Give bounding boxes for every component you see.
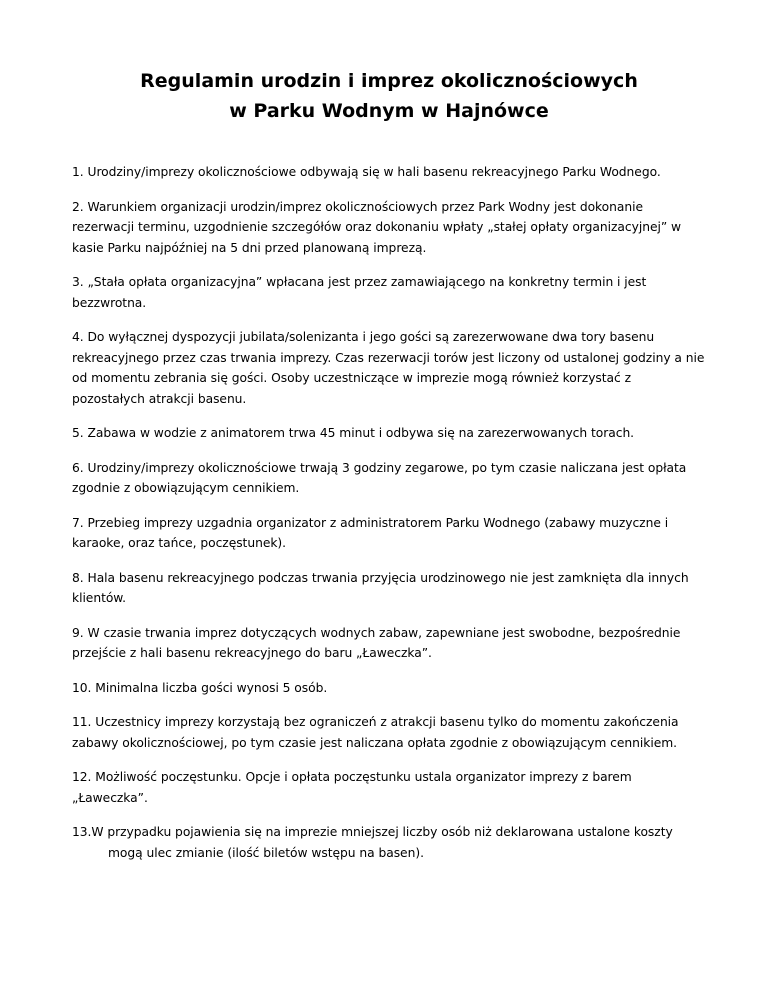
rule-3: 3. „Stała opłata organizacyjna” wpłacana jest przez zamawiającego na konkretny termin i jest bezzwrotna. [72, 275, 647, 310]
rule-1: 1. Urodziny/imprezy okolicznościowe odbywają się w hali basenu rekreacyjnego Parku Wodnego. [72, 165, 661, 179]
rule-12: 12. Możliwość poczęstunku. Opcje i opłata poczęstunku ustala organizator imprezy z barem „Ławeczka”. [72, 770, 632, 805]
rule-4: 4. Do wyłącznej dyspozycji jubilata/solenizanta i jego gości są zarezerwowane dwa tory basenu rekreacyjnego przez czas trwania imprezy. Czas rezerwacji torów jest liczony od ustalonej godziny a nie od momentu zebrania się gości. Osoby uczestniczące w imprezie mogą również korzystać z pozostałych atrakcji basenu. [72, 330, 705, 406]
document-title [72, 66, 706, 126]
rule-11: 11. Uczestnicy imprezy korzystają bez ograniczeń z atrakcji basenu tylko do momentu zakończenia zabawy okolicznościowej, po tym czasie jest naliczana opłata zgodnie z obowiązującym cennikiem. [72, 715, 679, 750]
rule-7: 7. Przebieg imprezy uzgadnia organizator z administratorem Parku Wodnego (zabawy muzyczne i karaoke, oraz tańce, poczęstunek). [72, 515, 669, 550]
rule-5: 5. Zabawa w wodzie z animatorem trwa 45 minut i odbywa się na zarezerwowanych torach. [72, 426, 635, 440]
rule-9: 9. W czasie trwania imprez dotyczących wodnych zabaw, zapewniane jest swobodne, bezpośrednie przejście z hali basenu rekreacyjnego do baru „Ławeczka”. [72, 625, 681, 660]
rule-2: 2. Warunkiem organizacji urodzin/imprez okolicznościowych przez Park Wodny jest dokonanie rezerwacji terminu, uzgodnienie szczegółów oraz dokonaniu wpłaty „stałej opłaty organizacyjnej” w kasie Parku najpóźniej na 5 dni przed planowaną imprezą. [72, 199, 682, 255]
title-line-2: w Parku Wodnym w Hajnówce [229, 100, 549, 122]
rules-list [72, 162, 706, 863]
rule-6: 6. Urodziny/imprezy okolicznościowe trwają 3 godziny zegarowe, po tym czasie naliczana jest opłata zgodnie z obowiązującym cennikiem. [72, 460, 687, 495]
rule-13: 13.W przypadku pojawienia się na imprezie mniejszej liczby osób niż deklarowana ustalone koszty mogą ulec zmianie (ilość biletów wstępu na basen). [72, 825, 673, 860]
rule-8: 8. Hala basenu rekreacyjnego podczas trwania przyjęcia urodzinowego nie jest zamknięta dla innych klientów. [72, 570, 689, 605]
title-line-1: Regulamin urodzin i imprez okolicznościowych [140, 70, 638, 92]
rule-10: 10. Minimalna liczba gości wynosi 5 osób. [72, 680, 328, 695]
